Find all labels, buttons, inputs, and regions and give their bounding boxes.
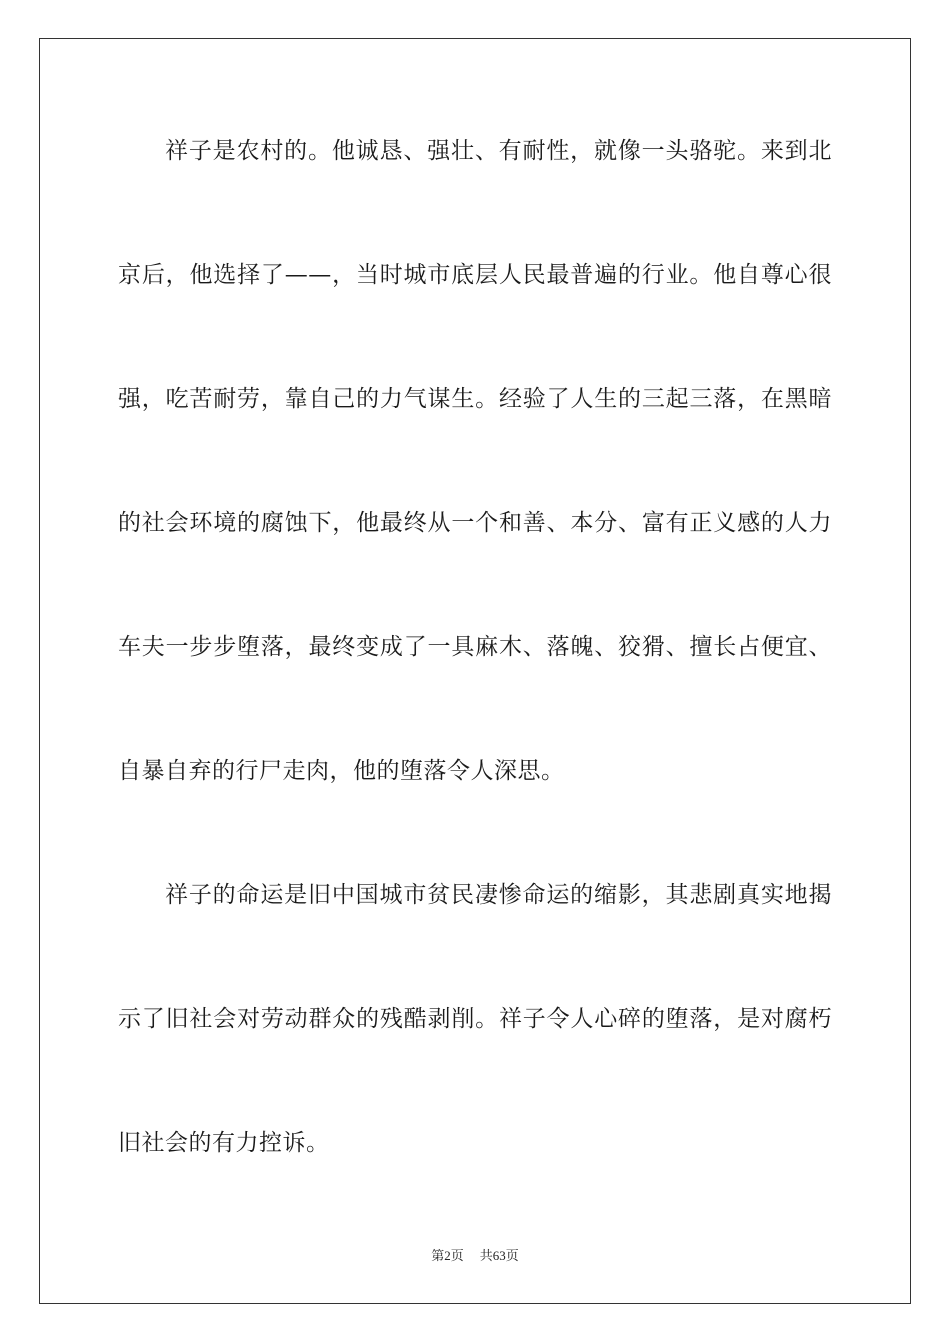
paragraph-1-line-5: 车夫一步步堕落，最终变成了一具麻木、落魄、狡猾、擅长占便宜、 bbox=[118, 634, 832, 660]
page-number: 第2页 bbox=[431, 1248, 464, 1263]
page-frame bbox=[39, 38, 911, 1304]
paragraph-1-line-6: 自暴自弃的行尸走肉，他的堕落令人深思。 bbox=[118, 758, 565, 784]
page-footer bbox=[0, 1247, 950, 1265]
paragraph-2-line-2: 示了旧社会对劳动群众的残酷剥削。祥子令人心碎的堕落，是对腐朽 bbox=[118, 1006, 832, 1032]
paragraph-1-line-4: 的社会环境的腐蚀下，他最终从一个和善、本分、富有正义感的人力 bbox=[118, 510, 832, 536]
paragraph-2-line-1: 祥子的命运是旧中国城市贫民凄惨命运的缩影，其悲剧真实地揭 bbox=[165, 882, 832, 908]
page-total: 共63页 bbox=[479, 1248, 519, 1263]
paragraph-2-line-3: 旧社会的有力控诉。 bbox=[118, 1130, 330, 1156]
paragraph-1-line-3: 强，吃苦耐劳，靠自己的力气谋生。经验了人生的三起三落，在黑暗 bbox=[118, 386, 832, 412]
paragraph-1-line-1: 祥子是农村的。他诚恳、强壮、有耐性，就像一头骆驼。来到北 bbox=[165, 138, 832, 164]
paragraph-1-line-2: 京后，他选择了——，当时城市底层人民最普遍的行业。他自尊心很 bbox=[118, 262, 832, 288]
